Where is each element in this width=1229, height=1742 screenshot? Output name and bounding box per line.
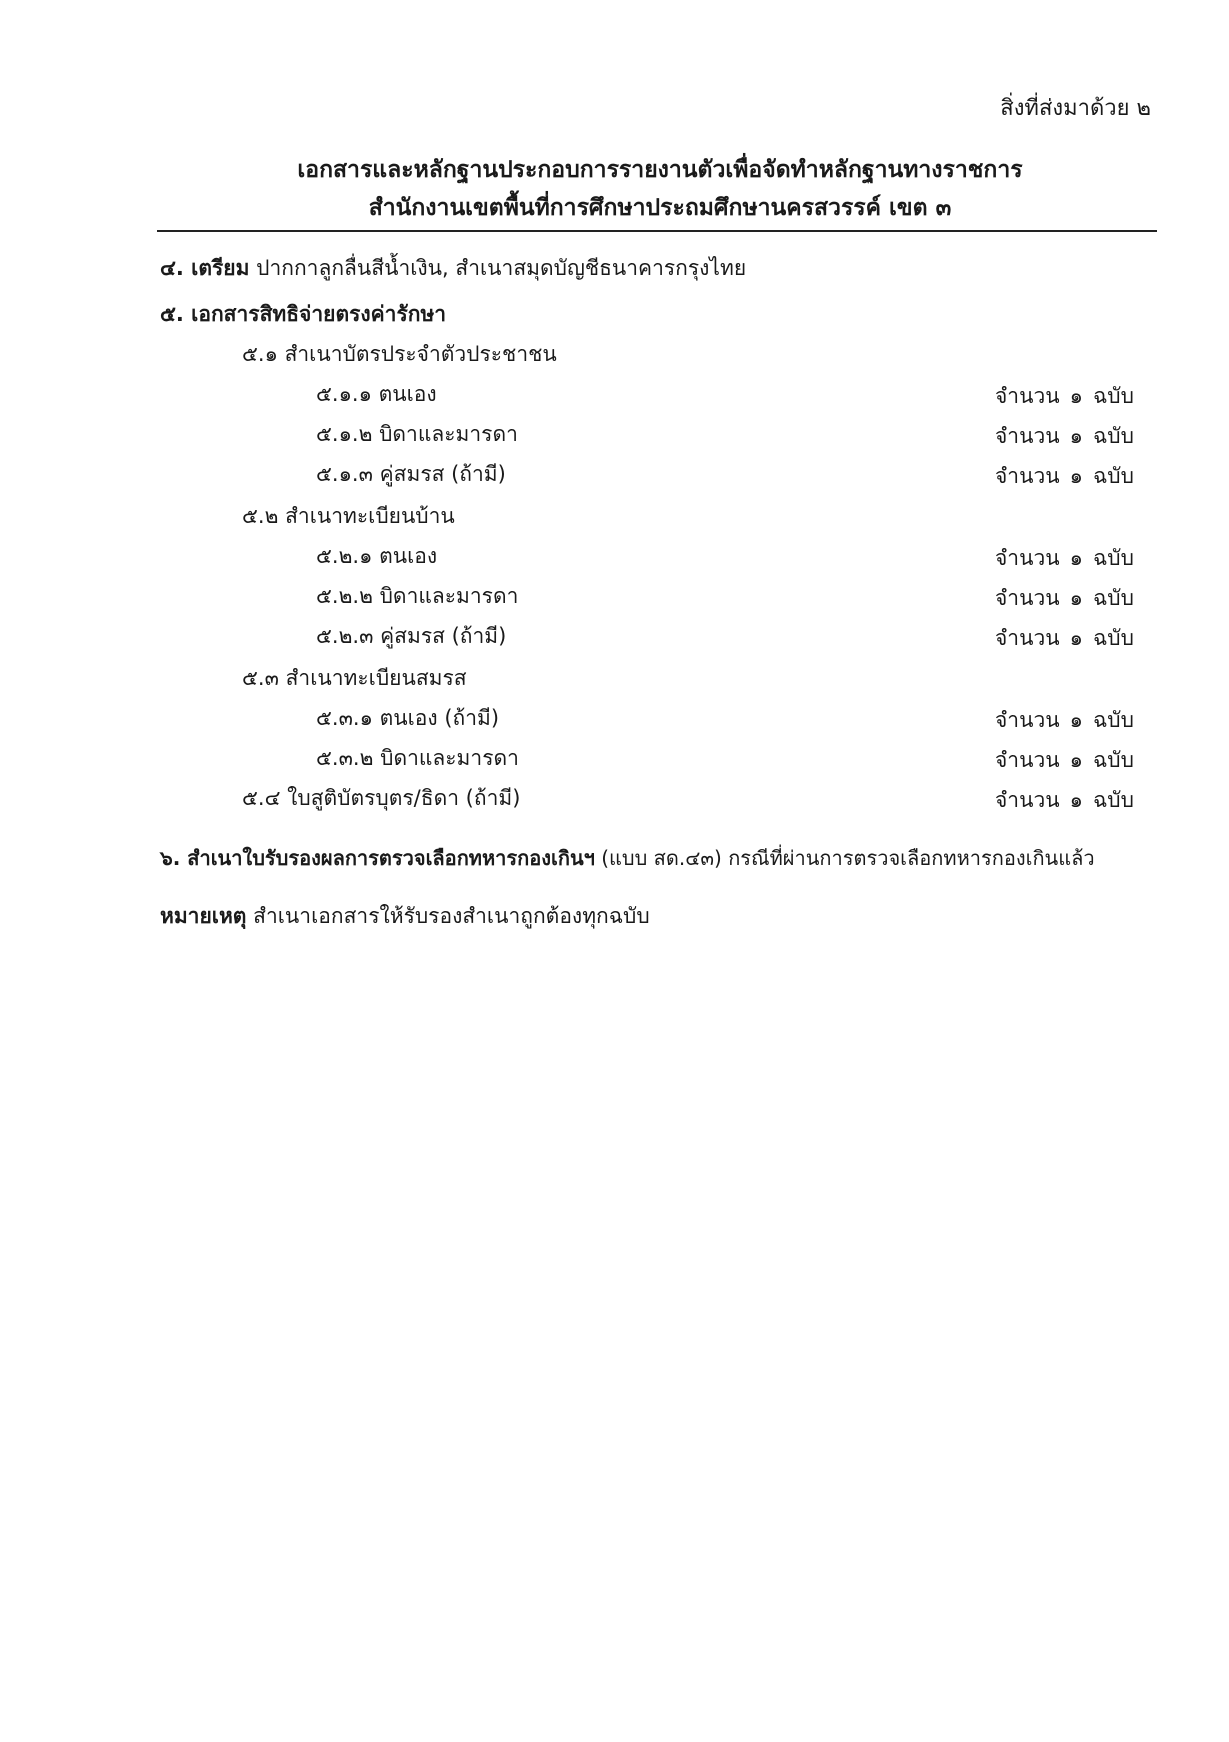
item5-label: ๕. เอกสารสิทธิจ่ายตรงค่ารักษา — [160, 302, 447, 326]
qty-num: ๑ — [1069, 384, 1083, 408]
item4 — [160, 252, 746, 285]
item6-label: ๖. สำเนาใบรับรองผลการตรวจเลือกทหารกองเกินฯ — [160, 846, 595, 870]
note-text: สำเนาเอกสารให้รับรองสำเนาถูกต้องทุกฉบับ — [253, 904, 650, 928]
qty-word: จำนวน — [995, 546, 1060, 570]
qty-unit: ฉบับ — [1092, 748, 1134, 772]
qty-num: ๑ — [1069, 708, 1083, 732]
qty-num: ๑ — [1069, 748, 1083, 772]
item5-1: ๕.๑ สำเนาบัตรประจำตัวประชาชน — [242, 342, 557, 366]
item5-1-1-qty — [995, 380, 1144, 413]
qty-unit: ฉบับ — [1092, 788, 1134, 812]
qty-num: ๑ — [1069, 464, 1083, 488]
item5-2-2: ๕.๒.๒ บิดาและมารดา — [316, 584, 519, 608]
item4-label: ๔. เตรียม — [160, 256, 250, 280]
qty-word: จำนวน — [995, 586, 1060, 610]
qty-unit: ฉบับ — [1092, 708, 1134, 732]
item5-1-1: ๕.๑.๑ ตนเอง — [316, 382, 437, 406]
qty-num: ๑ — [1069, 546, 1083, 570]
qty-num: ๑ — [1069, 788, 1083, 812]
item5-3-2-qty — [995, 744, 1144, 777]
qty-word: จำนวน — [995, 708, 1060, 732]
qty-unit: ฉบับ — [1092, 626, 1134, 650]
qty-num: ๑ — [1069, 424, 1083, 448]
item6 — [160, 842, 1095, 874]
item5-1-3-qty — [995, 460, 1144, 493]
item6-text: (แบบ สด.๔๓) กรณีที่ผ่านการตรวจเลือกทหารกองเกินแล้ว — [601, 846, 1095, 870]
title-divider — [157, 230, 1157, 232]
qty-num: ๑ — [1069, 586, 1083, 610]
item5-2-1-qty — [995, 542, 1144, 575]
attachment-label: สิ่งที่ส่งมาด้วย ๒ — [1000, 96, 1151, 121]
note — [160, 900, 650, 933]
qty-word: จำนวน — [995, 748, 1060, 772]
note-label: หมายเหตุ — [160, 904, 247, 928]
qty-word: จำนวน — [995, 464, 1060, 488]
document-title-line2: สำนักงานเขตพื้นที่การศึกษาประถมศึกษานครสวรรค์ เขต ๓ — [368, 195, 952, 221]
item5-4-qty — [995, 784, 1144, 817]
item5-3-1: ๕.๓.๑ ตนเอง (ถ้ามี) — [316, 706, 500, 730]
item5-2-3-qty — [995, 622, 1144, 655]
document-title-line1: เอกสารและหลักฐานประกอบการรายงานตัวเพื่อจัดทำหลักฐานทางราชการ — [297, 157, 1023, 183]
qty-unit: ฉบับ — [1092, 546, 1134, 570]
item5-2-3: ๕.๒.๓ คู่สมรส (ถ้ามี) — [316, 624, 507, 648]
item5-2: ๕.๒ สำเนาทะเบียนบ้าน — [242, 504, 455, 528]
item5-3: ๕.๓ สำเนาทะเบียนสมรส — [242, 666, 467, 690]
qty-unit: ฉบับ — [1092, 384, 1134, 408]
item5-2-2-qty — [995, 582, 1144, 615]
qty-num: ๑ — [1069, 626, 1083, 650]
item5-heading — [160, 298, 446, 331]
item5-1-2-qty — [995, 420, 1144, 453]
item5-2-1: ๕.๒.๑ ตนเอง — [316, 544, 438, 568]
item5-1-2: ๕.๑.๒ บิดาและมารดา — [316, 422, 518, 446]
item4-text: ปากกาลูกลื่นสีน้ำเงิน, สำเนาสมุดบัญชีธนาคารกรุงไทย — [256, 256, 747, 280]
qty-word: จำนวน — [995, 424, 1060, 448]
item5-4: ๕.๔ ใบสูติบัตรบุตร/ธิดา (ถ้ามี) — [242, 786, 521, 810]
qty-word: จำนวน — [995, 626, 1060, 650]
item5-3-1-qty — [995, 704, 1144, 737]
qty-word: จำนวน — [995, 384, 1060, 408]
qty-unit: ฉบับ — [1092, 424, 1134, 448]
item5-3-2: ๕.๓.๒ บิดาและมารดา — [316, 746, 519, 770]
qty-unit: ฉบับ — [1092, 464, 1134, 488]
qty-word: จำนวน — [995, 788, 1060, 812]
item5-1-3: ๕.๑.๓ คู่สมรส (ถ้ามี) — [316, 462, 506, 486]
qty-unit: ฉบับ — [1092, 586, 1134, 610]
